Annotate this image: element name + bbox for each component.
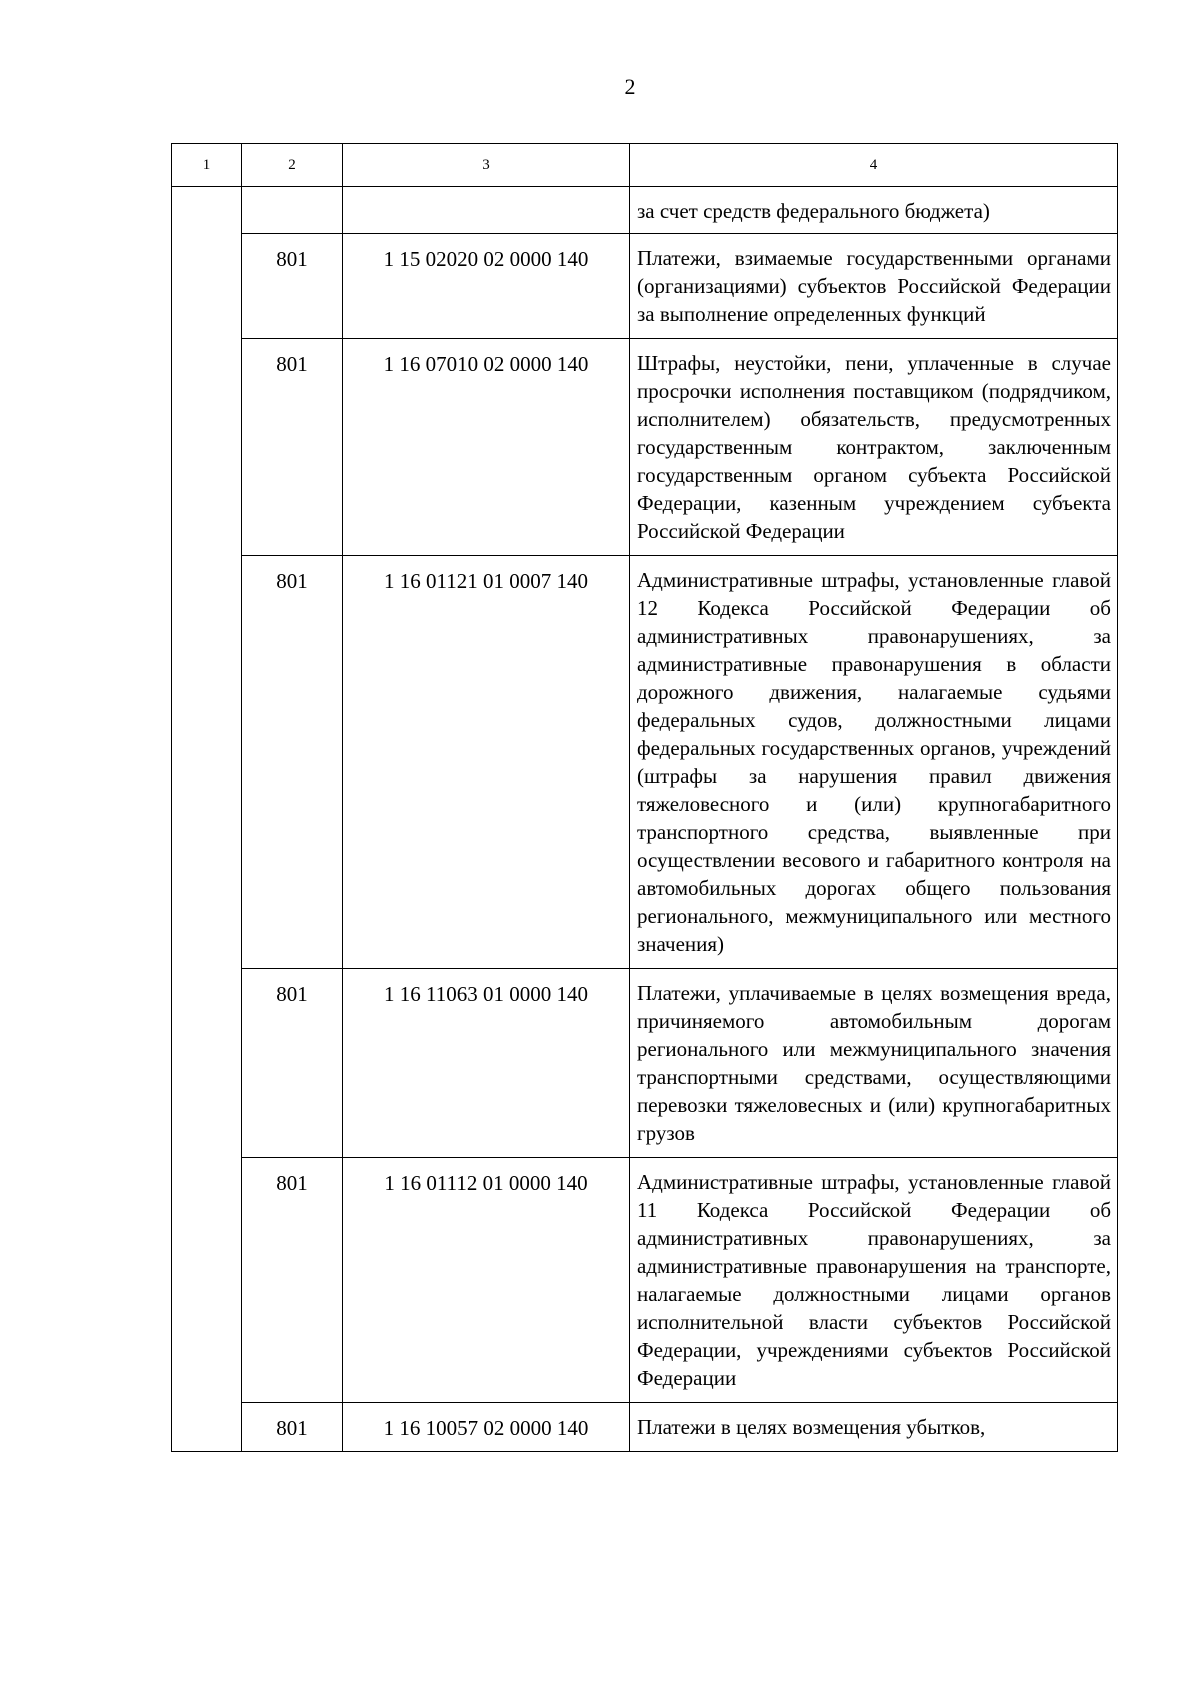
income-code-cell: 1 15 02020 02 0000 140 <box>343 234 630 339</box>
income-code-cell: 1 16 10057 02 0000 140 <box>343 1403 630 1452</box>
admin-code-cell: 801 <box>242 339 343 556</box>
table-header-row <box>172 144 1118 187</box>
table-row <box>172 234 1118 339</box>
income-code-cell <box>343 187 630 234</box>
admin-code-cell: 801 <box>242 969 343 1158</box>
table-row <box>172 339 1118 556</box>
income-code-cell: 1 16 11063 01 0000 140 <box>343 969 630 1158</box>
table-row-continuation <box>172 187 1118 234</box>
table-row <box>172 1403 1118 1452</box>
column-header-3: 3 <box>343 144 630 187</box>
table-row <box>172 556 1118 969</box>
table-row <box>172 1158 1118 1403</box>
revenue-codes-table <box>171 143 1118 1452</box>
column-header-2: 2 <box>242 144 343 187</box>
admin-code-cell: 801 <box>242 1158 343 1403</box>
admin-code-cell: 801 <box>242 556 343 969</box>
description-cell: Административные штрафы, установленные главой 11 Кодекса Российской Федерации об административных правонарушениях, за административные правонарушения на транспорте, налагаемые должностными лицами органов исполнительной власти субъектов Российской Федерации, учреждениями субъектов Российской Федерации <box>630 1158 1118 1403</box>
group-cell-column-1 <box>172 187 242 1452</box>
table-row <box>172 969 1118 1158</box>
description-cell: за счет средств федерального бюджета) <box>630 187 1118 234</box>
description-cell: Платежи в целях возмещения убытков, <box>630 1403 1118 1452</box>
income-code-cell: 1 16 07010 02 0000 140 <box>343 339 630 556</box>
income-code-cell: 1 16 01112 01 0000 140 <box>343 1158 630 1403</box>
description-cell: Штрафы, неустойки, пени, уплаченные в случае просрочки исполнения поставщиком (подрядчиком, исполнителем) обязательств, предусмотренных государственным контрактом, заключенным государственным органом субъекта Российской Федерации, казенным учреждением субъекта Российской Федерации <box>630 339 1118 556</box>
admin-code-cell: 801 <box>242 234 343 339</box>
income-code-cell: 1 16 01121 01 0007 140 <box>343 556 630 969</box>
column-header-4: 4 <box>630 144 1118 187</box>
page-number: 2 <box>624 74 636 99</box>
description-cell: Административные штрафы, установленные главой 12 Кодекса Российской Федерации об административных правонарушениях, за административные правонарушения в области дорожного движения, налагаемые судьями федеральных судов, должностными лицами федеральных государственных органов, учреждений (штрафы за нарушения правил движения тяжеловесного и (или) крупногабаритного транспортного средства, выявленные при осуществлении весового и габаритного контроля на автомобильных дорогах общего пользования регионального, межмуниципального или местного значения) <box>630 556 1118 969</box>
description-cell: Платежи, взимаемые государственными органами (организациями) субъектов Российской Федерации за выполнение определенных функций <box>630 234 1118 339</box>
admin-code-cell <box>242 187 343 234</box>
description-cell: Платежи, уплачиваемые в целях возмещения вреда, причиняемого автомобильным дорогам регионального или межмуниципального значения транспортными средствами, осуществляющими перевозки тяжеловесных и (или) крупногабаритных грузов <box>630 969 1118 1158</box>
admin-code-cell: 801 <box>242 1403 343 1452</box>
column-header-1: 1 <box>172 144 242 187</box>
